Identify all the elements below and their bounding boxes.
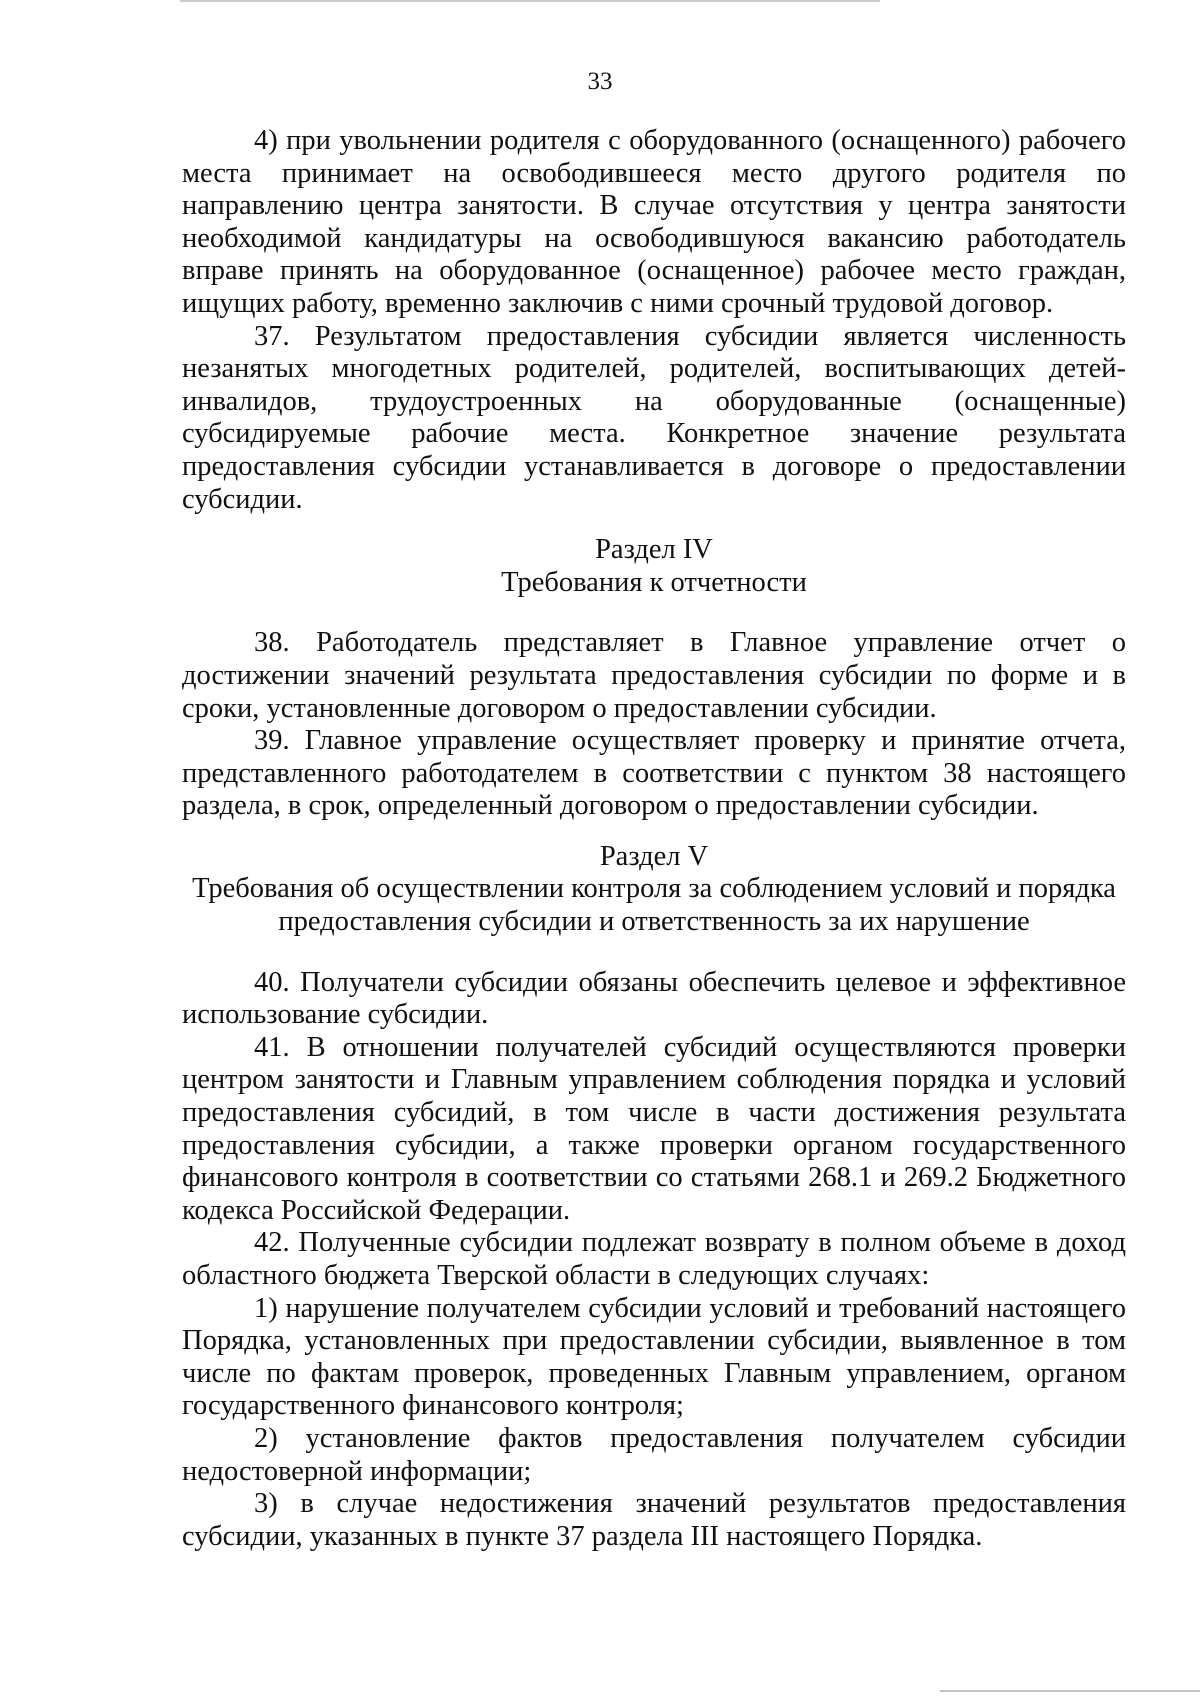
spacer [182, 823, 1126, 841]
paragraph-41: 41. В отношении получателей субсидий осуществляются проверки центром занятости и Главным управлением соблюдения порядка и условий предоставления субсидий, в том числе в части достижения результата предоставления субсидии, а также проверки органом государственного финансового контроля в соответствии со статьями 268.1 и 269.2 Бюджетного кодекса Российской Федерации. [182, 1031, 1126, 1226]
section-5-label: Раздел V [599, 840, 709, 872]
page-number: 33 [587, 68, 613, 95]
paragraph-37: 37. Результатом предоставления субсидии является численность незанятых многодетных родителей, родителей, воспитывающих детей-инвалидов, трудоустроенных на оборудованные (оснащенные) субсидируемые рабочие места. Конкретное значение результата предоставления субсидии устанавливается в договоре о предоставлении субсидии. [182, 320, 1126, 515]
paragraph-42: 42. Полученные субсидии подлежат возврату в полном объеме в доход областного бюджета Тверской области в следующих случаях: [182, 1227, 1126, 1291]
section-5-title-line-2: предоставления субсидии и ответственность за их нарушение [278, 906, 1030, 938]
spacer [182, 599, 1126, 627]
paragraph-38: 38. Работодатель представляет в Главное управление отчет о достижении значений результата предоставления субсидии по форме и в сроки, установленные договором о предоставлении субсидии. [182, 627, 1126, 724]
section-5-title-line-1: Требования об осуществлении контроля за соблюдением условий и порядка [192, 873, 1116, 905]
section-4-title: Требования к отчетности [501, 566, 807, 598]
paragraph-42-item-1: 1) нарушение получателем субсидии условий и требований настоящего Порядка, установленных при предоставлении субсидии, выявленное в том числе по фактам проверок, проведенных Главным управлением, органом государственного финансового контроля; [182, 1292, 1126, 1422]
paragraph-39: 39. Главное управление осуществляет проверку и принятие отчета, представленного работодателем в соответствии с пунктом 38 настоящего раздела, в срок, определенный договором о предоставлении субсидии. [182, 725, 1126, 822]
paragraph-42-item-3: 3) в случае недостижения значений результатов предоставления субсидии, указанных в пункте 37 раздела III настоящего Порядка. [182, 1488, 1126, 1552]
paragraph-42-item-2: 2) установление фактов предоставления получателем субсидии недостоверной информации; [182, 1422, 1126, 1487]
scan-edge-top [180, 0, 880, 2]
section-4-label: Раздел IV [595, 534, 713, 566]
scan-edge-bottom [940, 1690, 1200, 1692]
spacer [182, 939, 1126, 967]
paragraph-item-4: 4) при увольнении родителя с оборудованного (оснащенного) рабочего места принимает на освободившееся место другого родителя по направлению центра занятости. В случае отсутствия у центра занятости необходимой кандидатуры на освободившуюся вакансию работодатель вправе принять на оборудованное (оснащенное) рабочее место граждан, ищущих работу, временно заключив с ними срочный трудовой договор. [182, 125, 1126, 319]
spacer [182, 516, 1126, 534]
paragraph-40: 40. Получатели субсидии обязаны обеспечить целевое и эффективное использование субсидии. [182, 966, 1126, 1031]
document-body [182, 125, 1126, 1553]
